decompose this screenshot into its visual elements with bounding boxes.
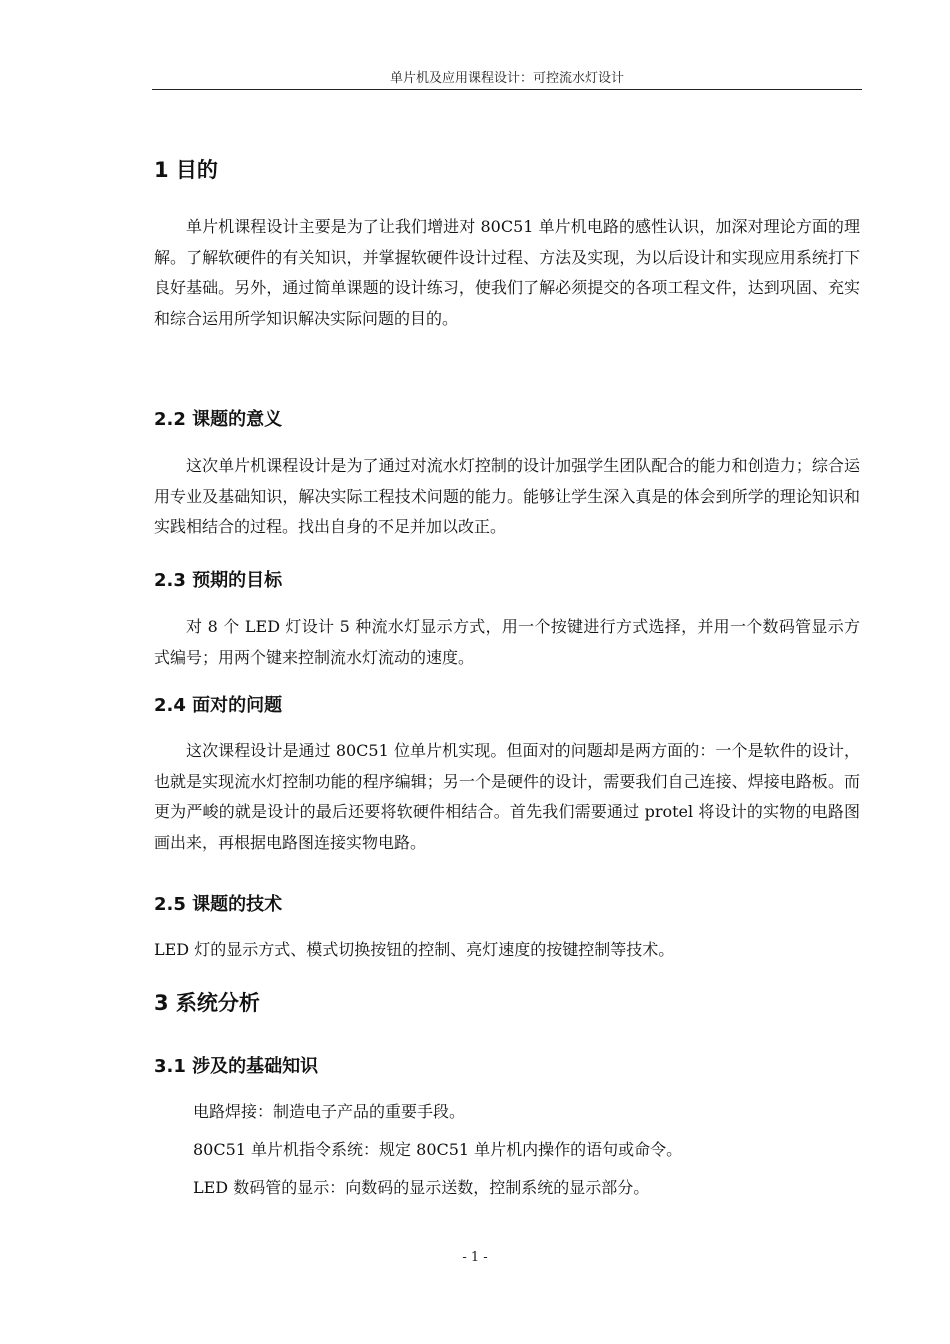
paragraph-technology: LED 灯的显示方式、模式切换按钮的控制、亮灯速度的按键控制等技术。 xyxy=(154,940,675,959)
list-item: LED 数码管的显示：向数码的显示送数，控制系统的显示部分。 xyxy=(193,1178,650,1197)
paragraph-purpose: 单片机课程设计主要是为了让我们增进对 80C51 单片机电路的感性认识，加深对理论方面的理解。了解软硬件的有关知识，并掌握软硬件设计过程、方法及实现，为以后设计和实现应用系统打下良好基础。另外，通过简单课题的设计练习，使我们了解必须提交的各项工程文件，达到巩固、充实和综合运用所学知识解决实际问题的目的。 xyxy=(154,217,860,328)
page-number: - 1 - xyxy=(462,1250,488,1265)
heading-2-4-problems: 2.4 面对的问题 xyxy=(154,695,283,716)
heading-2-5-technology: 2.5 课题的技术 xyxy=(154,894,283,915)
header-rule xyxy=(152,89,862,90)
heading-3-1-basics: 3.1 涉及的基础知识 xyxy=(154,1056,319,1077)
heading-2-2-significance: 2.2 课题的意义 xyxy=(154,409,283,430)
heading-2-3-goals: 2.3 预期的目标 xyxy=(154,570,283,591)
list-item: 电路焊接：制造电子产品的重要手段。 xyxy=(193,1102,466,1121)
heading-1-purpose: 1 目的 xyxy=(154,158,218,182)
list-item: 80C51 单片机指令系统：规定 80C51 单片机内操作的语句或命令。 xyxy=(193,1140,683,1159)
paragraph-problems: 这次课程设计是通过 80C51 位单片机实现。但面对的问题却是两方面的：一个是软件的设计，也就是实现流水灯控制功能的程序编辑；另一个是硬件的设计，需要我们自己连接、焊接电路板。而更为严峻的就是设计的最后还要将软硬件相结合。首先我们需要通过 protel 将设计的实物的电路图画出来，再根据电路图连接实物电路。 xyxy=(154,741,860,852)
paragraph-significance: 这次单片机课程设计是为了通过对流水灯控制的设计加强学生团队配合的能力和创造力；综合运用专业及基础知识，解决实际工程技术问题的能力。能够让学生深入真是的体会到所学的理论知识和实践相结合的过程。找出自身的不足并加以改正。 xyxy=(154,456,860,536)
running-header: 单片机及应用课程设计：可控流水灯设计 xyxy=(389,71,624,86)
heading-3-system-analysis: 3 系统分析 xyxy=(154,991,260,1015)
paragraph-goals: 对 8 个 LED 灯设计 5 种流水灯显示方式，用一个按键进行方式选择，并用一个数码管显示方式编号；用两个键来控制流水灯流动的速度。 xyxy=(154,617,860,667)
